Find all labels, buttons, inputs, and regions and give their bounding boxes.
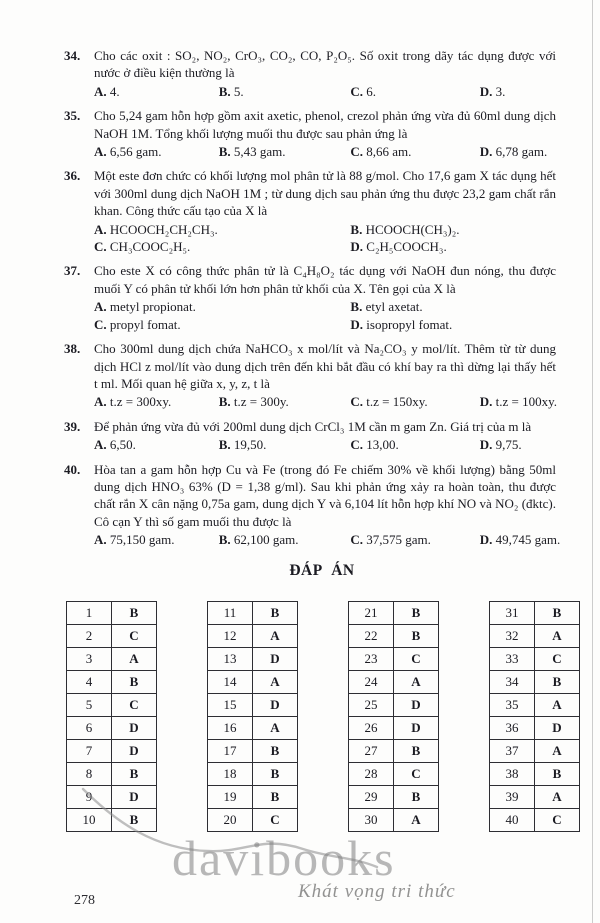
answer-number: 31 [490, 601, 535, 624]
question-block [64, 418, 580, 454]
option-item [94, 531, 219, 548]
answer-letter: C [535, 808, 580, 831]
answer-number: 23 [349, 647, 394, 670]
answer-letter: B [535, 670, 580, 693]
table-row [490, 739, 580, 762]
answer-letter: A [535, 739, 580, 762]
table-row [349, 693, 439, 716]
question-number: 35. [64, 108, 81, 124]
table-row [349, 670, 439, 693]
question-number: 36. [64, 168, 81, 184]
options-row [94, 436, 556, 453]
table-row [490, 693, 580, 716]
option-text: 6. [366, 83, 377, 99]
answer-number: 36 [490, 716, 535, 739]
option-letter: B. [218, 144, 231, 160]
watermark-slogan: Khát vọng tri thức [298, 881, 456, 902]
option-item [350, 298, 556, 315]
question-body [91, 167, 580, 255]
option-item [480, 83, 556, 100]
option-item [94, 238, 350, 255]
option-letter: B. [218, 394, 231, 410]
option-item [480, 393, 556, 410]
option-letter: B. [350, 299, 363, 315]
scan-edge-line [592, 0, 593, 923]
option-text: 8,66 am. [366, 144, 412, 160]
option-letter: C. [350, 394, 364, 410]
answer-number: 15 [208, 693, 253, 716]
table-row [67, 739, 157, 762]
question-number: 38. [64, 341, 81, 357]
table-row [490, 647, 580, 670]
option-text: 6,78 gam. [495, 144, 548, 160]
table-row [349, 762, 439, 785]
answer-number: 7 [67, 739, 112, 762]
table-row [208, 762, 298, 785]
answer-letter: B [112, 670, 157, 693]
answer-number: 2 [67, 624, 112, 647]
option-letter: B. [218, 532, 231, 548]
options-row [94, 143, 556, 160]
table-row [349, 808, 439, 831]
answer-number: 20 [208, 808, 253, 831]
option-text: 5,43 gam. [233, 144, 286, 160]
table-row [67, 762, 157, 785]
page-number: 278 [74, 893, 95, 908]
option-item [219, 143, 351, 160]
option-item [94, 298, 350, 315]
answer-number: 39 [490, 785, 535, 808]
option-letter: A. [94, 221, 107, 237]
answer-letter: D [394, 716, 439, 739]
option-item [350, 83, 479, 100]
answer-table [348, 601, 439, 832]
question-text: Cho 5,24 gam hỗn hợp gồm axit axetic, phenol, crezol phản ứng vừa đủ 60ml dung dịch NaOH 1M. Tổng khối lượng muối thu được sau phản ứng là [94, 108, 556, 141]
table-row [490, 716, 580, 739]
question-block [64, 107, 580, 160]
option-letter: B. [218, 83, 231, 99]
option-item [219, 436, 351, 453]
answer-letter: B [535, 601, 580, 624]
answer-letter: D [253, 647, 298, 670]
answer-letter: B [394, 624, 439, 647]
option-item [219, 393, 351, 410]
table-row [208, 601, 298, 624]
question-body [91, 107, 580, 160]
option-text: 6,56 gam. [109, 144, 162, 160]
page-content [64, 47, 580, 832]
option-text: CH₃COOC₂H₅. [109, 239, 191, 255]
option-text: t.z = 100xy. [495, 394, 558, 410]
question-text: Cho các oxit : SO₂, NO₂, CrO₃, CO₂, CO, P₂O₅. Số oxit trong dãy tác dụng được với nước ở điều kiện thường là [94, 48, 556, 81]
option-text: propyl fomat. [109, 316, 181, 332]
table-row [67, 647, 157, 670]
options-row [94, 531, 561, 548]
answer-number: 25 [349, 693, 394, 716]
option-letter: C. [94, 316, 107, 332]
question-block [64, 262, 580, 333]
answer-number: 22 [349, 624, 394, 647]
question-block [64, 167, 580, 255]
option-letter: A. [94, 144, 107, 160]
answer-letter: D [253, 693, 298, 716]
option-item [350, 316, 556, 333]
option-text: metyl propionat. [109, 299, 196, 315]
table-row [67, 624, 157, 647]
answer-number: 35 [490, 693, 535, 716]
option-text: isopropyl fomat. [366, 316, 453, 332]
table-row [208, 647, 298, 670]
answer-number: 32 [490, 624, 535, 647]
question-body [91, 47, 580, 100]
table-row [349, 785, 439, 808]
option-letter: D. [479, 144, 493, 160]
answer-number: 30 [349, 808, 394, 831]
option-text: 4. [109, 83, 120, 99]
answer-number: 14 [208, 670, 253, 693]
answer-number: 6 [67, 716, 112, 739]
table-row [208, 716, 298, 739]
answer-letter: B [253, 739, 298, 762]
table-row [349, 739, 439, 762]
option-text: t.z = 150xy. [366, 394, 428, 410]
answer-letter: B [253, 785, 298, 808]
table-row [67, 670, 157, 693]
answer-number: 33 [490, 647, 535, 670]
answer-number: 37 [490, 739, 535, 762]
answer-letter: C [394, 762, 439, 785]
option-letter: A. [94, 532, 107, 548]
answer-key-section [64, 562, 580, 832]
option-text: HCOOCH₂CH₂CH₃. [109, 221, 218, 237]
table-row [67, 785, 157, 808]
question-body [91, 262, 580, 333]
options-grid [94, 298, 556, 333]
option-letter: D. [479, 83, 493, 99]
options-row [94, 83, 556, 100]
answer-key-title: ĐÁP ÁN [289, 561, 355, 579]
answer-letter: C [535, 647, 580, 670]
question-number: 37. [64, 263, 81, 279]
answer-table [207, 601, 298, 832]
table-row [67, 693, 157, 716]
option-text: 6,50. [109, 437, 136, 453]
answer-number: 27 [349, 739, 394, 762]
option-item [94, 436, 219, 453]
answer-letter: D [112, 716, 157, 739]
table-row [208, 785, 298, 808]
answer-letter: D [112, 785, 157, 808]
option-text: 5. [233, 83, 244, 99]
answer-letter: A [253, 716, 298, 739]
answer-number: 24 [349, 670, 394, 693]
question-body [91, 418, 580, 454]
option-letter: C. [94, 239, 107, 255]
publisher-watermark [172, 830, 582, 903]
answer-number: 9 [67, 785, 112, 808]
answer-letter: A [394, 670, 439, 693]
option-item [94, 143, 219, 160]
options-grid [94, 221, 556, 256]
question-block [64, 47, 580, 100]
answer-number: 16 [208, 716, 253, 739]
answer-number: 5 [67, 693, 112, 716]
option-letter: D. [479, 532, 493, 548]
answer-number: 17 [208, 739, 253, 762]
option-letter: A. [94, 394, 107, 410]
answer-letter: B [112, 762, 157, 785]
answer-table [489, 601, 580, 832]
question-text: Hòa tan a gam hỗn hợp Cu và Fe (trong đó Fe chiếm 30% về khối lượng) bằng 50ml dung dịch HNO₃ 63% (D = 1,38 g/ml). Sau khi phản ứng xảy ra hoàn toàn, thu được chất rắn X cân nặng 0,75a gam, dung dịch Y và 6,104 lít hỗn hợp khí NO và NO₂ (đktc). Cô cạn Y thì số gam muối thu được là [94, 461, 556, 529]
table-row [490, 785, 580, 808]
table-row [490, 624, 580, 647]
answer-letter: A [253, 670, 298, 693]
option-letter: D. [350, 316, 364, 332]
option-item [479, 531, 561, 548]
table-row [490, 601, 580, 624]
question-block [64, 340, 580, 411]
option-letter: A. [94, 83, 107, 99]
answer-letter: B [535, 762, 580, 785]
answer-letter: D [535, 716, 580, 739]
answer-letter: A [535, 785, 580, 808]
option-letter: C. [350, 532, 364, 548]
options-row [94, 393, 556, 410]
option-letter: D. [479, 437, 493, 453]
answer-number: 3 [67, 647, 112, 670]
answer-letter: C [112, 693, 157, 716]
answer-number: 1 [67, 601, 112, 624]
table-row [349, 624, 439, 647]
option-text: 62,100 gam. [233, 532, 299, 548]
answer-letter: C [394, 647, 439, 670]
option-item [219, 83, 351, 100]
question-text: Cho 300ml dung dịch chứa NaHCO₃ x mol/lít và Na₂CO₃ y mol/lít. Thêm từ từ dung dịch HCl z mol/lít vào dung dịch trên đến khi bắt đầu có khí bay ra thì dừng lại thấy hết t ml. Mối quan hệ giữa x, y, z, t là [94, 341, 556, 391]
option-text: etyl axetat. [365, 299, 423, 315]
table-row [208, 808, 298, 831]
option-item [219, 531, 351, 548]
table-row [490, 762, 580, 785]
option-item [94, 221, 350, 238]
option-item [350, 393, 479, 410]
option-letter: D. [479, 394, 493, 410]
option-item [94, 83, 219, 100]
question-number: 40. [64, 461, 81, 477]
option-item [350, 221, 556, 238]
question-number: 34. [64, 48, 81, 63]
answer-number: 26 [349, 716, 394, 739]
question-number: 39. [64, 418, 81, 434]
answer-number: 28 [349, 762, 394, 785]
option-letter: D. [350, 239, 364, 255]
answer-number: 34 [490, 670, 535, 693]
option-letter: B. [218, 437, 231, 453]
option-item [480, 436, 556, 453]
option-item [350, 531, 479, 548]
option-letter: A. [94, 437, 107, 453]
option-item [350, 436, 479, 453]
answer-letter: B [394, 739, 439, 762]
answer-letter: C [253, 808, 298, 831]
answer-letter: C [112, 624, 157, 647]
option-text: 37,575 gam. [366, 532, 431, 548]
option-text: C₂H₅COOCH₃. [366, 239, 447, 255]
table-row [349, 716, 439, 739]
option-text: 19,50. [233, 437, 267, 453]
table-row [490, 670, 580, 693]
table-row [67, 716, 157, 739]
option-text: HCOOCH(CH₃)₂. [365, 221, 460, 237]
option-letter: A. [94, 299, 107, 315]
option-text: 75,150 gam. [109, 532, 175, 548]
question-block [64, 461, 580, 549]
answer-table [66, 601, 157, 832]
table-row [208, 670, 298, 693]
answer-number: 12 [208, 624, 253, 647]
answer-number: 4 [67, 670, 112, 693]
answer-letter: D [112, 739, 157, 762]
watermark-logo-text: davibooks [172, 830, 396, 886]
answer-number: 18 [208, 762, 253, 785]
answer-number: 38 [490, 762, 535, 785]
table-row [67, 808, 157, 831]
option-item [480, 143, 556, 160]
option-letter: C. [350, 144, 364, 160]
option-item [350, 238, 556, 255]
answer-letter: A [253, 624, 298, 647]
answer-number: 40 [490, 808, 535, 831]
option-letter: B. [350, 221, 363, 237]
answer-number: 21 [349, 601, 394, 624]
answer-letter: B [112, 601, 157, 624]
question-body [91, 461, 580, 549]
option-text: 9,75. [495, 437, 522, 453]
option-letter: C. [350, 83, 364, 99]
option-text: t.z = 300y. [233, 394, 289, 410]
question-text: Một este đơn chức có khối lượng mol phân tử là 88 g/mol. Cho 17,6 gam X tác dụng hết với 300ml dung dịch NaOH 1M ; từ dung dịch sau phản ứng thu được 23,2 gam chất rắn khan. Công thức cấu tạo của X là [94, 168, 556, 219]
table-row [349, 601, 439, 624]
table-row [208, 693, 298, 716]
option-item [94, 393, 219, 410]
option-text: 49,745 gam. [495, 532, 561, 548]
answer-letter: B [394, 601, 439, 624]
table-row [208, 624, 298, 647]
option-letter: C. [350, 437, 364, 453]
answer-tables-row [64, 601, 580, 832]
answer-number: 8 [67, 762, 112, 785]
option-item [94, 316, 350, 333]
answer-number: 13 [208, 647, 253, 670]
option-text: 3. [495, 83, 506, 99]
answer-letter: A [535, 693, 580, 716]
answer-letter: A [394, 808, 439, 831]
option-item [350, 143, 479, 160]
answer-number: 11 [208, 601, 253, 624]
answer-letter: B [253, 601, 298, 624]
table-row [490, 808, 580, 831]
answer-letter: B [394, 785, 439, 808]
answer-number: 10 [67, 808, 112, 831]
answer-letter: A [112, 647, 157, 670]
table-row [67, 601, 157, 624]
question-body [91, 340, 580, 411]
table-row [349, 647, 439, 670]
option-text: t.z = 300xy. [109, 394, 172, 410]
answer-number: 29 [349, 785, 394, 808]
answer-letter: B [253, 762, 298, 785]
answer-letter: A [535, 624, 580, 647]
answer-letter: B [112, 808, 157, 831]
option-text: 13,00. [366, 437, 399, 453]
question-text: Cho este X có công thức phân tử là C₄H₈O₂ tác dụng với NaOH đun nóng, thu được muối Y có phân tử khối lớn hơn phân tử khối của X. Tên gọi của X là [94, 263, 556, 296]
answer-letter: D [394, 693, 439, 716]
answer-number: 19 [208, 785, 253, 808]
table-row [208, 739, 298, 762]
question-text: Để phản ứng vừa đủ với 200ml dung dịch CrCl₃ 1M cần m gam Zn. Giá trị của m là [94, 418, 532, 434]
